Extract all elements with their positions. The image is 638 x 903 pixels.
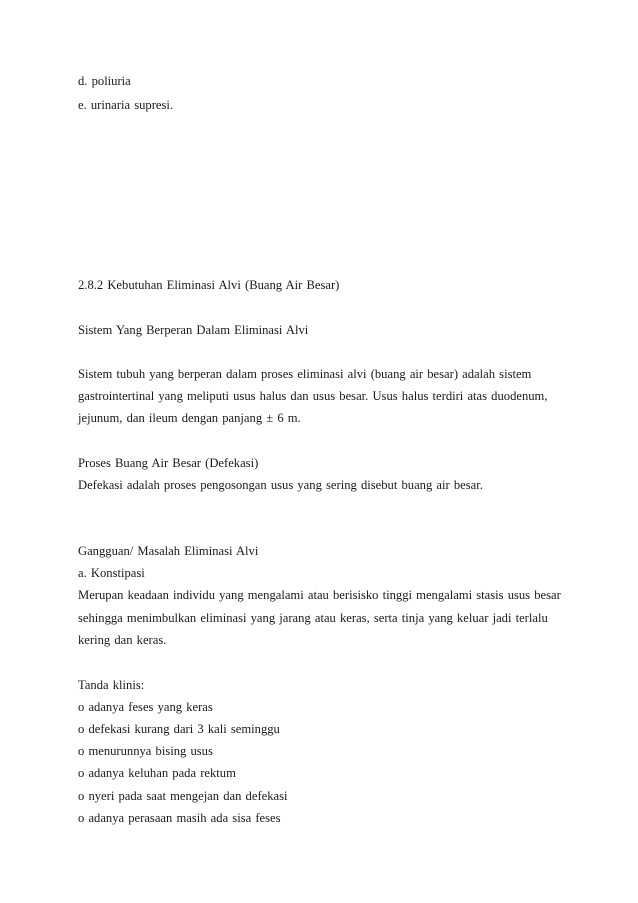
list-item: o defekasi kurang dari 3 kali seminggu bbox=[78, 722, 280, 736]
text-line: Sistem tubuh yang berperan dalam proses eliminasi alvi (buang air besar) adalah sistem bbox=[78, 367, 532, 381]
text-line: Merupan keadaan individu yang mengalami atau berisisko tinggi mengalami stasis usus besar bbox=[78, 588, 561, 602]
list-item: o menurunnya bising usus bbox=[78, 744, 213, 758]
subheading: Gangguan/ Masalah Eliminasi Alvi bbox=[78, 544, 259, 558]
text-line: sehingga menimbulkan eliminasi yang jarang atau keras, serta tinja yang keluar jadi terlalu bbox=[78, 611, 548, 625]
list-item: o adanya keluhan pada rektum bbox=[78, 766, 236, 780]
text-line: gastrointertinal yang meliputi usus halus dan usus besar. Usus halus terdiri atas duodenum, bbox=[78, 389, 548, 403]
subheading: Proses Buang Air Besar (Defekasi) bbox=[78, 456, 259, 470]
section-heading: 2.8.2 Kebutuhan Eliminasi Alvi (Buang Air Besar) bbox=[78, 278, 340, 292]
list-item: a. Konstipasi bbox=[78, 566, 145, 580]
text-line: kering dan keras. bbox=[78, 633, 167, 647]
subheading: Sistem Yang Berperan Dalam Eliminasi Alvi bbox=[78, 323, 309, 337]
text-line: d. poliuria bbox=[78, 74, 131, 88]
list-item: o adanya perasaan masih ada sisa feses bbox=[78, 811, 281, 825]
list-item: o adanya feses yang keras bbox=[78, 700, 213, 714]
text-line: e. urinaria supresi. bbox=[78, 98, 174, 112]
list-item: o nyeri pada saat mengejan dan defekasi bbox=[78, 789, 288, 803]
text-line: jejunum, dan ileum dengan panjang ± 6 m. bbox=[78, 411, 301, 425]
subheading: Tanda klinis: bbox=[78, 678, 145, 692]
text-line: Defekasi adalah proses pengosongan usus yang sering disebut buang air besar. bbox=[78, 478, 483, 492]
